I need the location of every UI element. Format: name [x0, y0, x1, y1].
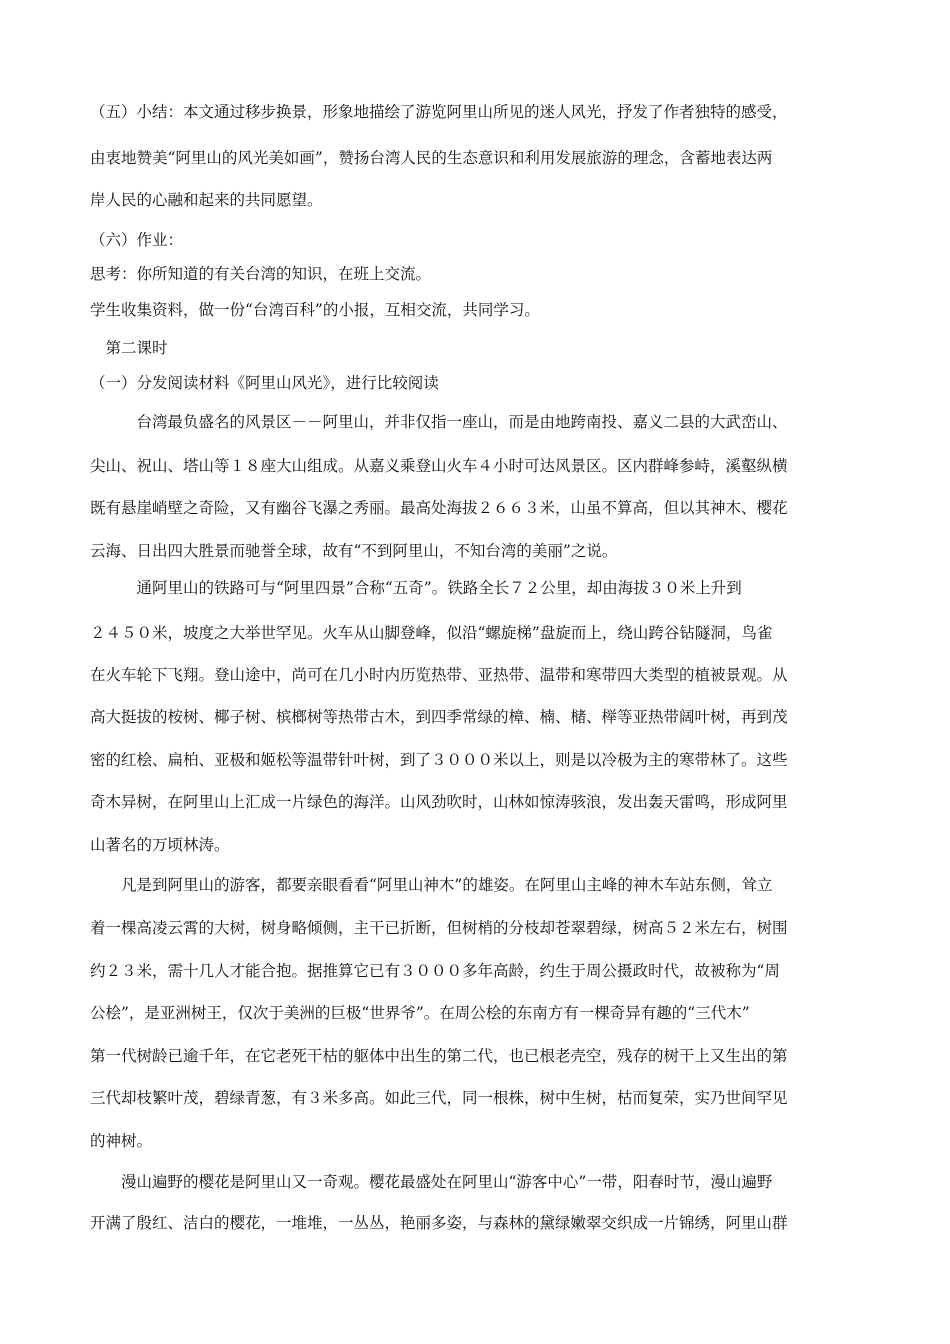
- text-line: 尖山、祝山、塔山等１８座大山组成。从嘉义乘登山火车４小时可达风景区。区内群峰参峙，溪壑纵横: [90, 457, 788, 475]
- text-line: 着一棵高凌云霄的大树，树身略倾侧，主干已折断，但树梢的分枝却苍翠碧绿，树高５２米左右，树围: [90, 919, 788, 937]
- text-line: 既有悬崖峭壁之奇险，又有幽谷飞瀑之秀丽。最高处海拔２６６３米，山虽不算高，但以其神木、樱花: [90, 499, 788, 517]
- text-line: （一）分发阅读材料《阿里山风光》，进行比较阅读: [90, 374, 439, 392]
- text-line: 学生收集资料，做一份“台湾百科”的小报，互相交流，共同学习。: [90, 301, 540, 319]
- text-line: 云海、日出四大胜景而驰誉全球，故有“不到阿里山，不知台湾的美丽”之说。: [90, 542, 618, 560]
- text-line: 的神树。: [90, 1132, 153, 1150]
- text-line: 通阿里山的铁路可与“阿里四景”合称“五奇”。铁路全长７２公里，却由海拔３０米上升到: [90, 579, 742, 597]
- text-line: （六）作业：: [90, 231, 184, 249]
- text-line: 公桧”，是亚洲树王，仅次于美洲的巨极“世界爷”。在周公桧的东南方有一棵奇异有趣的“三代木”: [90, 1004, 750, 1022]
- text-line: 岸人民的心融和起来的共同愿望。: [90, 191, 323, 209]
- text-line: 台湾最负盛名的风景区－－阿里山，并非仅指一座山，而是由地跨南投、嘉义二县的大武峦山、: [90, 413, 788, 431]
- text-line: 凡是到阿里山的游客，都要亲眼看看“阿里山神木”的雄姿。在阿里山主峰的神木车站东侧，耸立: [90, 876, 773, 894]
- text-line: 第一代树龄已逾千年，在它老死干枯的躯体中出生的第二代，也已根老壳空，残存的树干上又生出的第: [90, 1047, 788, 1065]
- text-line: ２４５０米，坡度之大举世罕见。火车从山脚登峰，似沿“螺旋梯”盘旋而上，绕山跨谷钻隧洞，鸟雀: [90, 624, 773, 642]
- text-line: 开满了殷红、洁白的樱花，一堆堆，一丛丛，艳丽多姿，与森林的黛绿嫩翠交织成一片锦绣，阿里山群: [90, 1214, 788, 1232]
- text-line: 密的红桧、扁柏、亚极和姬松等温带针叶树，到了３０００米以上，则是以冷极为主的寒带林了。这些: [90, 751, 788, 769]
- section-heading: 第二课时: [90, 339, 168, 357]
- text-line: 思考：你所知道的有关台湾的知识，在班上交流。: [90, 265, 432, 283]
- text-line: 奇木异树，在阿里山上汇成一片绿色的海洋。山风劲吹时，山林如惊涛骇浪，发出轰天雷鸣，形成阿里: [90, 793, 788, 811]
- text-line: 山著名的万顷林涛。: [90, 836, 230, 854]
- text-line: （五）小结：本文通过移步换景，形象地描绘了游览阿里山所见的迷人风光，抒发了作者独特的感受，: [90, 103, 788, 121]
- text-line: 由衷地赞美“阿里山的风光美如画”，赞扬台湾人民的生态意识和利用发展旅游的理念，含蓄地表达两: [90, 149, 773, 167]
- text-line: 三代却枝繁叶茂，碧绿青葱，有３米多高。如此三代，同一根株，树中生树，枯而复荣，实乃世间罕见: [90, 1089, 788, 1107]
- text-line: 约２３米，需十几人才能合抱。据推算它已有３０００多年高龄，约生于周公摄政时代，故被称为“周: [90, 962, 780, 980]
- text-line: 高大挺拔的桉树、椰子树、槟榔树等热带古木，到四季常绿的樟、楠、槠、榉等亚热带阔叶树，再到茂: [90, 708, 788, 726]
- text-line: 在火车轮下飞翔。登山途中，尚可在几小时内历览热带、亚热带、温带和寒带四大类型的植被景观。从: [90, 666, 788, 684]
- text-line: 漫山遍野的樱花是阿里山又一奇观。樱花最盛处在阿里山“游客中心”一带，阳春时节，漫山遍野: [90, 1173, 773, 1191]
